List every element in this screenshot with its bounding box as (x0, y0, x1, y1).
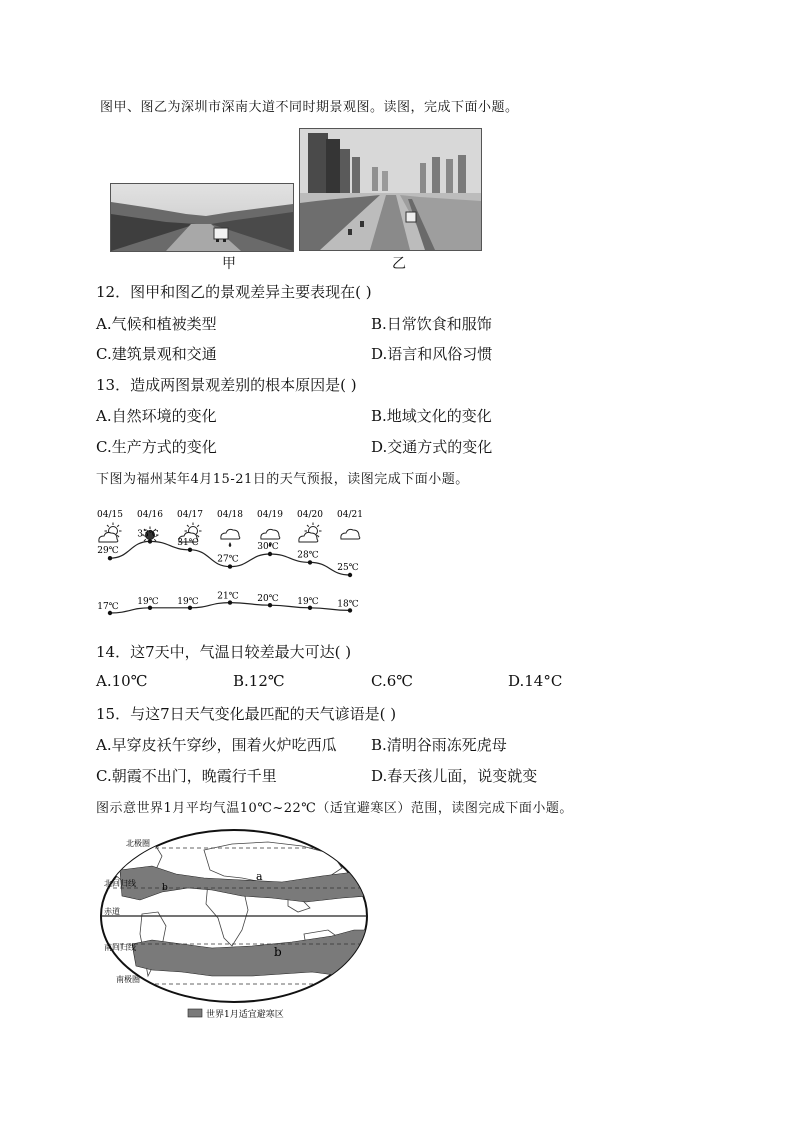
legend-swatch (188, 1009, 202, 1017)
label-zone-a: a (256, 870, 263, 883)
question-15-option-d: D.春天孩儿面，说变就变 (371, 767, 538, 785)
high-temp-label: 30℃ (257, 542, 279, 552)
high-temp-point (108, 556, 112, 560)
label-antarctic-circle: 南极圈 (116, 975, 140, 984)
photo-label-jia: 甲 (222, 256, 236, 272)
question-13-option-a: A.自然环境的变化 (96, 407, 217, 425)
photo-jia (110, 183, 294, 252)
label-arctic-circle: 北极圈 (126, 839, 150, 848)
low-temp-label: 19℃ (177, 596, 199, 607)
date-label: 04/15 (97, 510, 123, 520)
question-14-option-c: C.6℃ (371, 672, 414, 690)
question-14-option-b: B.12℃ (233, 672, 285, 690)
question-15-stem: 15．与这7日天气变化最匹配的天气谚语是( ) (96, 705, 397, 723)
question-12-stem: 12．图甲和图乙的景观差异主要表现在( ) (96, 283, 372, 301)
photo-label-yi: 乙 (392, 256, 406, 272)
partly-cloudy-icon (99, 523, 122, 543)
question-15-option-a: A.早穿皮袄午穿纱，围着火炉吃西瓜 (96, 736, 337, 754)
high-temp-label: 27℃ (217, 554, 239, 565)
photo-yi (299, 128, 482, 251)
low-temp-label: 20℃ (257, 594, 279, 605)
date-label: 04/19 (257, 510, 283, 520)
high-temp-label: 29℃ (97, 546, 119, 557)
question-13-option-b: B.地域文化的变化 (371, 407, 492, 425)
high-temp-point (228, 564, 232, 568)
label-zone-b: b (274, 945, 282, 959)
low-temp-label: 21℃ (217, 591, 239, 602)
weather-forecast-chart (90, 503, 390, 628)
date-label: 04/20 (297, 510, 323, 520)
high-temp-point (348, 573, 352, 577)
cloudy-icon (341, 529, 360, 539)
question-15-option-c: C.朝霞不出门，晚霞行千里 (96, 767, 277, 785)
question-13-option-c: C.生产方式的变化 (96, 438, 217, 456)
high-temp-label: 25℃ (337, 563, 359, 573)
label-tropic-capricorn: 南回归线 (104, 943, 136, 952)
high-temp-label: 33℃ (137, 529, 159, 540)
high-temp-point (268, 552, 272, 556)
world-map (92, 826, 377, 1024)
question-12-option-b: B.日常饮食和服饰 (371, 315, 492, 333)
high-temp-point (188, 548, 192, 552)
date-label: 04/16 (137, 510, 163, 520)
date-label: 04/17 (177, 510, 203, 520)
question-13-stem: 13．造成两图景观差别的根本原因是( ) (96, 376, 357, 394)
high-temp-point (308, 560, 312, 564)
low-temp-label: 19℃ (297, 596, 319, 607)
date-label: 04/21 (337, 510, 363, 520)
label-tropic-cancer: 北回归线 (104, 879, 136, 888)
partly-cloudy-icon (299, 523, 322, 543)
question-12-option-a: A.气候和植被类型 (96, 315, 217, 333)
question-15-option-b: B.清明谷雨冻死虎母 (371, 736, 507, 754)
question-13-option-d: D.交通方式的变化 (371, 438, 493, 456)
light-rain-icon (221, 529, 240, 547)
low-temp-label: 18℃ (337, 599, 359, 610)
low-temp-label: 17℃ (97, 602, 119, 612)
question-14-stem: 14．这7天中，气温日较差最大可达( ) (96, 643, 352, 661)
label-equator: 赤道 (104, 907, 120, 916)
question-14-option-d: D.14°C (508, 672, 563, 690)
intro-text-2: 下图为福州某年4月15-21日的天气预报，读图完成下面小题。 (96, 472, 469, 487)
intro-text-3: 图示意世界1月平均气温10℃~22℃（适宜避寒区）范围，读图完成下面小题。 (96, 801, 573, 816)
high-temp-point (148, 539, 152, 543)
low-temp-label: 19℃ (137, 596, 159, 607)
legend-label: 世界1月适宜避寒区 (206, 1010, 284, 1020)
high-temp-label: 28℃ (297, 550, 319, 561)
question-12-option-d: D.语言和风俗习惯 (371, 345, 493, 363)
question-12-option-c: C.建筑景观和交通 (96, 345, 217, 363)
intro-text-1: 图甲、图乙为深圳市深南大道不同时期景观图。读图，完成下面小题。 (100, 100, 519, 115)
question-14-option-a: A.10℃ (96, 672, 148, 690)
date-label: 04/18 (217, 510, 243, 520)
label-zone-b-small: b (162, 883, 168, 893)
high-temp-label: 31℃ (177, 537, 199, 548)
